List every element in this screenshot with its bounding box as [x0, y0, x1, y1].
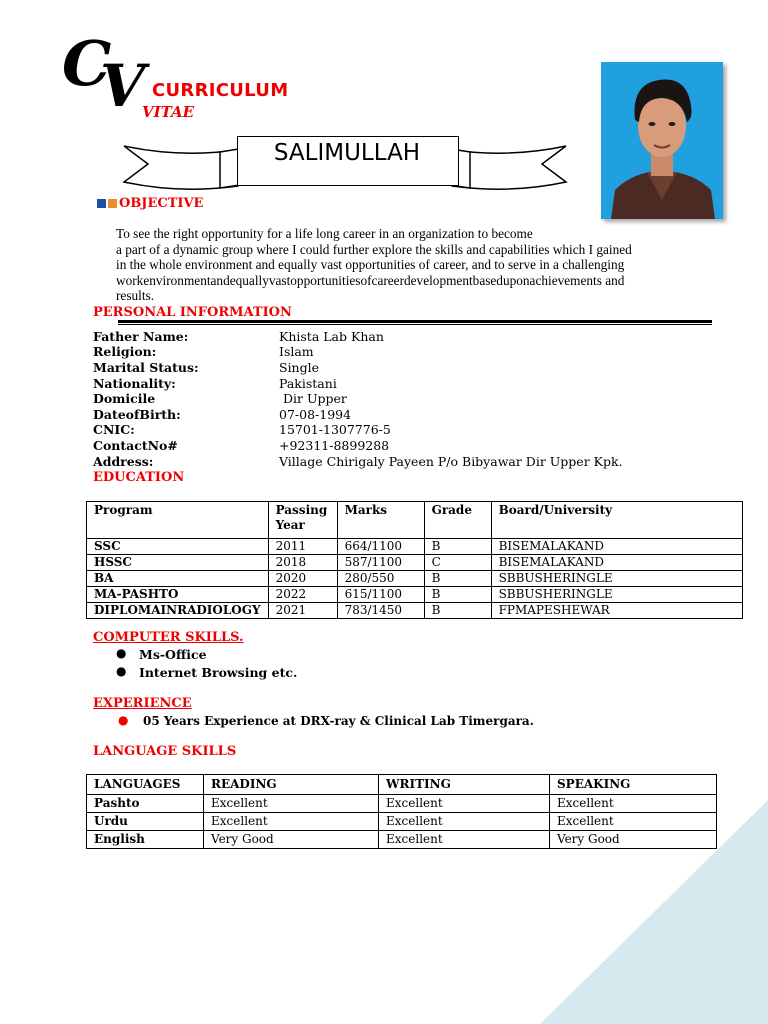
program-cell: HSSC: [87, 555, 269, 571]
objective-line: in the whole environment and equally vast opportunities of career, and to serve in a challenging: [116, 257, 625, 272]
bullet-icon: ●: [116, 664, 127, 678]
language-cell: Pashto: [87, 795, 204, 813]
speaking-cell: Excellent: [550, 795, 717, 813]
address-label: Address:: [93, 454, 154, 469]
bullet-icon: ●: [116, 646, 127, 660]
contact-label: ContactNo#: [93, 438, 178, 453]
religion-label: Religion:: [93, 344, 157, 359]
program-cell: BA: [87, 571, 269, 587]
column-header: READING: [204, 775, 379, 795]
objective-line: To see the right opportunity for a life long career in an organization to become: [116, 226, 533, 241]
section-divider: [118, 320, 712, 323]
objective-line: a part of a dynamic group where I could further explore the skills and capabilities which I gained: [116, 241, 632, 257]
objective-text: [116, 226, 676, 304]
cv-logo: [62, 30, 154, 110]
year-cell: 2020: [268, 571, 337, 587]
program-cell: MA-PASHTO: [87, 587, 269, 603]
skill-item: Ms-Office: [139, 647, 207, 662]
father-name-label: Father Name:: [93, 329, 189, 344]
marital-status-label: Marital Status:: [93, 360, 199, 375]
table-row: [87, 813, 717, 831]
marks-cell: 587/1100: [337, 555, 424, 571]
svg-text:V: V: [100, 52, 146, 110]
grade-cell: B: [424, 587, 491, 603]
board-cell: BISEMALAKAND: [491, 555, 742, 571]
objective-bullet-orange: [108, 199, 117, 208]
speaking-cell: Very Good: [550, 831, 717, 849]
table-row: [87, 539, 743, 555]
program-cell: DIPLOMAINRADIOLOGY: [87, 603, 269, 619]
column-header: Board/University: [491, 502, 742, 539]
father-name-value: Khista Lab Khan: [279, 329, 384, 344]
column-header: Marks: [337, 502, 424, 539]
personal-info-heading: PERSONAL INFORMATION: [93, 305, 292, 320]
reading-cell: Very Good: [204, 831, 379, 849]
speaking-cell: Excellent: [550, 813, 717, 831]
table-row: [87, 831, 717, 849]
marks-cell: 664/1100: [337, 539, 424, 555]
table-header-row: [87, 775, 717, 795]
writing-cell: Excellent: [379, 831, 550, 849]
table-header-row: [87, 502, 743, 539]
board-cell: BISEMALAKAND: [491, 539, 742, 555]
education-heading: EDUCATION: [93, 470, 185, 485]
language-skills-heading: LANGUAGE SKILLS: [93, 744, 237, 759]
year-cell: 2021: [268, 603, 337, 619]
experience-item: 05 Years Experience at DRX-ray & Clinical Lab Timergara.: [143, 714, 534, 728]
education-table: [86, 501, 743, 619]
table-row: [87, 555, 743, 571]
year-cell: 2011: [268, 539, 337, 555]
religion-value: Islam: [279, 344, 314, 359]
computer-skills-heading: COMPUTER SKILLS.: [93, 630, 244, 645]
writing-cell: Excellent: [379, 795, 550, 813]
table-row: [87, 571, 743, 587]
candidate-name: SALIMULLAH: [273, 140, 421, 166]
table-row: [87, 603, 743, 619]
year-cell: 2022: [268, 587, 337, 603]
board-cell: SBBUSHERINGLE: [491, 587, 742, 603]
column-header: WRITING: [379, 775, 550, 795]
objective-heading: OBJECTIVE: [119, 196, 204, 211]
writing-cell: Excellent: [379, 813, 550, 831]
table-row: [87, 587, 743, 603]
section-divider-thin: [118, 324, 712, 325]
grade-cell: B: [424, 571, 491, 587]
marks-cell: 280/550: [337, 571, 424, 587]
marks-cell: 783/1450: [337, 603, 424, 619]
language-table: [86, 774, 717, 849]
dob-value: 07-08-1994: [279, 407, 352, 422]
cnic-value: 15701-1307776-5: [279, 422, 391, 437]
column-header: Passing Year: [268, 502, 337, 539]
bullet-icon: ●: [118, 713, 129, 727]
address-value: Village Chirigaly Payeen P/o Bibyawar Dir Upper Kpk.: [279, 454, 623, 469]
board-cell: SBBUSHERINGLE: [491, 571, 742, 587]
column-header: Grade: [424, 502, 491, 539]
domicile-value: Dir Upper: [279, 391, 347, 406]
objective-line: workenvironmentandequallyvastopportunitiesofcareerdevelopmentbaseduponachievements and: [116, 272, 625, 288]
cv-title: CURRICULUM: [152, 80, 289, 101]
objective-bullet-blue: [97, 199, 106, 208]
experience-heading: EXPERIENCE: [93, 696, 192, 711]
skill-item: Internet Browsing etc.: [139, 665, 298, 680]
language-cell: Urdu: [87, 813, 204, 831]
nationality-label: Nationality:: [93, 376, 176, 391]
reading-cell: Excellent: [204, 795, 379, 813]
objective-line: results.: [116, 288, 155, 303]
dob-label: DateofBirth:: [93, 407, 181, 422]
column-header: LANGUAGES: [87, 775, 204, 795]
profile-photo: [601, 62, 723, 219]
board-cell: FPMAPESHEWAR: [491, 603, 742, 619]
grade-cell: C: [424, 555, 491, 571]
language-cell: English: [87, 831, 204, 849]
reading-cell: Excellent: [204, 813, 379, 831]
contact-value: +92311-8899288: [279, 438, 390, 453]
nationality-value: Pakistani: [279, 376, 337, 391]
column-header: Program: [87, 502, 269, 539]
table-row: [87, 795, 717, 813]
cnic-label: CNIC:: [93, 422, 135, 437]
marks-cell: 615/1100: [337, 587, 424, 603]
column-header: SPEAKING: [550, 775, 717, 795]
cv-subtitle: VITAE: [142, 103, 195, 121]
grade-cell: B: [424, 603, 491, 619]
program-cell: SSC: [87, 539, 269, 555]
svg-text:C: C: [62, 30, 112, 100]
domicile-label: Domicile: [93, 391, 156, 406]
grade-cell: B: [424, 539, 491, 555]
year-cell: 2018: [268, 555, 337, 571]
marital-status-value: Single: [279, 360, 320, 375]
